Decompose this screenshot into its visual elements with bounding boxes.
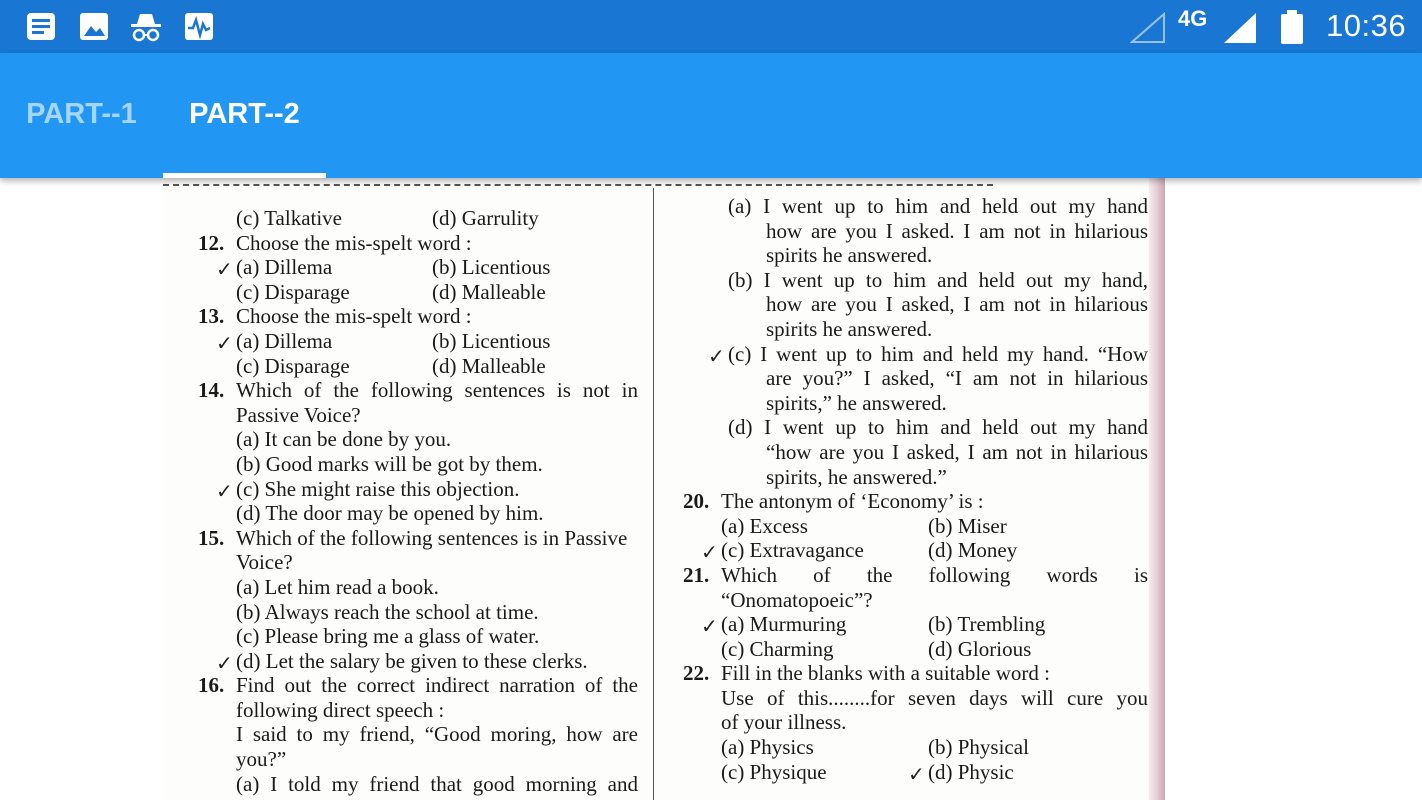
- option-b-continued: spirits he answered.: [766, 316, 933, 341]
- question-19-option-d-line-2: [683, 440, 1148, 465]
- check-mark-icon: ✓: [701, 614, 718, 639]
- option-d: (d) Glorious: [928, 636, 1032, 661]
- question-21: [683, 563, 1148, 588]
- question-14-option-c: [198, 477, 638, 502]
- question-15-option-b: [198, 600, 638, 625]
- option-d: (d) The door may be opened by him.: [236, 501, 544, 526]
- network-type: 4G: [1178, 6, 1208, 31]
- question-text: Passive Voice?: [236, 402, 361, 427]
- tab-part-2[interactable]: PART--2: [189, 98, 300, 130]
- option-c: (c) Extravagance: [721, 538, 864, 563]
- page-edge: [1149, 178, 1165, 800]
- option-c: (c) She might raise this objection.: [236, 476, 520, 501]
- question-19-option-c-line-1: [683, 342, 1148, 367]
- question-number: 13.: [198, 304, 225, 329]
- question-13-options-cd: [198, 354, 638, 379]
- check-mark-icon: ✓: [216, 478, 233, 503]
- question-19-option-c-line-2: [683, 366, 1148, 391]
- option-d: (d) Garrulity: [432, 206, 539, 230]
- question-19-option-a-line-2: [683, 219, 1148, 244]
- question-22-line-2: [683, 686, 1148, 711]
- question-21-options-ab: [683, 612, 1148, 637]
- question-text: Fill in the blanks with a suitable word :: [721, 661, 1050, 686]
- activity-icon: [182, 11, 216, 43]
- question-number: 22.: [683, 661, 710, 686]
- question-12: [198, 231, 638, 256]
- option-b: (b) Miser: [928, 513, 1007, 538]
- option-c: (c) Charming: [721, 636, 834, 661]
- question-15-line-2: [198, 550, 638, 575]
- option-b: (b) Physical: [928, 735, 1029, 760]
- option-a: (a) I told my friend that good morning and: [236, 771, 638, 796]
- tab-part-1[interactable]: PART--1: [26, 98, 137, 130]
- option-d: (d) Malleable: [432, 353, 546, 378]
- question-text: Which of the following sentences is in Passive: [236, 525, 628, 550]
- option-d-continued: spirits, he answered.”: [766, 464, 947, 489]
- question-19-option-b-line-1: [683, 268, 1148, 293]
- option-c: (c) Physique: [721, 759, 827, 784]
- question-19-option-d-line-1: [683, 415, 1148, 440]
- check-mark-icon: ✓: [216, 257, 233, 282]
- question-13: [198, 304, 638, 329]
- option-c: (c) Disparage: [236, 353, 350, 378]
- tab-indicator: [163, 173, 326, 178]
- question-text: you?”: [236, 747, 287, 772]
- scanned-page[interactable]: [163, 178, 1165, 800]
- question-19-option-b-line-2: [683, 292, 1148, 317]
- status-bar: [0, 0, 1422, 53]
- option-a: (a) Dillema: [236, 255, 333, 280]
- option-b: (b) Licentious: [432, 328, 551, 353]
- battery-icon: [1280, 10, 1304, 44]
- question-21-options-cd: [683, 637, 1148, 662]
- page-rule: [163, 184, 993, 186]
- question-text: Which of the following words is: [721, 562, 1148, 587]
- option-b: (b) Licentious: [432, 255, 551, 280]
- signal-icon: [1223, 12, 1257, 44]
- notes-icon: [24, 11, 58, 43]
- question-16-line-2: [198, 698, 638, 723]
- option-b: (b) I went up to him and held out my hand,: [728, 267, 1148, 292]
- option-b: (b) Always reach the school at time.: [236, 599, 539, 624]
- question-19-option-b-line-3: [683, 317, 1148, 342]
- question-text: The antonym of ‘Economy’ is :: [721, 489, 984, 514]
- check-mark-icon: ✓: [708, 343, 725, 368]
- option-c-continued: are you?” I asked, “I am not in hilarious: [766, 366, 1148, 391]
- question-15-option-c: [198, 624, 638, 649]
- question-text: Which of the following sentences is not in: [236, 378, 638, 403]
- question-text: Find out the correct indirect narration of the: [236, 673, 638, 698]
- wifi-empty-icon: [1130, 12, 1166, 44]
- question-20-options-ab: [683, 514, 1148, 539]
- question-number: 12.: [198, 230, 225, 255]
- question-16-option-a: [198, 772, 638, 797]
- option-a: (a) I went up to him and held out my hand: [728, 194, 1148, 218]
- question-14-option-d: [198, 501, 638, 526]
- check-mark-icon: ✓: [908, 761, 925, 786]
- question-text: Choose the mis-spelt word :: [236, 230, 472, 255]
- question-19-option-a-line-3: [683, 243, 1148, 268]
- question-number: 16.: [198, 673, 225, 698]
- question-13-options-ab: [198, 329, 638, 354]
- option-a: (a) Physics: [721, 735, 814, 760]
- question-20-options-cd: [683, 538, 1148, 563]
- image-icon: [77, 11, 111, 43]
- option-c: (c) I went up to him and held my hand. “How: [728, 341, 1148, 366]
- option-a: (a) Let him read a book.: [236, 574, 439, 599]
- question-14-option-b: [198, 452, 638, 477]
- option-b: (b) Trembling: [928, 612, 1046, 637]
- option-d: (d) Money: [928, 538, 1018, 563]
- question-number: 21.: [683, 562, 710, 587]
- question-14: [198, 378, 638, 403]
- option-b: (b) Good marks will be got by them.: [236, 451, 543, 476]
- question-16-line-4: [198, 747, 638, 772]
- incognito-icon: [129, 11, 163, 43]
- option-a: (a) It can be done by you.: [236, 427, 452, 452]
- question-22-line-3: [683, 710, 1148, 735]
- option-d: (d) Malleable: [432, 279, 546, 304]
- option-a-continued: how are you I asked. I am not in hilarious: [766, 218, 1148, 243]
- question-14-option-a: [198, 427, 638, 452]
- question-19-option-d-line-3: [683, 465, 1148, 490]
- option-d: (d) Let the salary be given to these clerks.: [236, 648, 588, 673]
- option-a-continued: spirits he answered.: [766, 243, 933, 268]
- question-text: Voice?: [236, 550, 293, 575]
- option-c: (c) Disparage: [236, 279, 350, 304]
- check-mark-icon: ✓: [701, 540, 718, 565]
- question-12-options-ab: [198, 255, 638, 280]
- question-21-line-2: [683, 588, 1148, 613]
- question-text: of your illness.: [721, 710, 847, 735]
- question-15-option-a: [198, 575, 638, 600]
- question-number: 15.: [198, 525, 225, 550]
- option-b-continued: how are you I asked, I am not in hilarious: [766, 292, 1148, 317]
- question-11-options: [198, 206, 638, 231]
- question-number: 14.: [198, 378, 225, 403]
- check-mark-icon: ✓: [216, 330, 233, 355]
- option-d: (d) I went up to him and held out my hand: [728, 415, 1148, 440]
- question-text: Choose the mis-spelt word :: [236, 304, 472, 329]
- option-a: (a) Dillema: [236, 328, 333, 353]
- question-text: “Onomatopoeic”?: [721, 587, 873, 612]
- question-15: [198, 526, 638, 551]
- question-19-option-c-line-3: [683, 391, 1148, 416]
- column-divider: [653, 188, 654, 800]
- option-c-continued: spirits,” he answered.: [766, 390, 947, 415]
- clock: 10:36: [1326, 8, 1407, 43]
- option-c: (c) Talkative: [236, 206, 343, 230]
- option-d: (d) Physic: [928, 759, 1014, 784]
- question-text: I said to my friend, “Good moring, how are: [236, 722, 638, 747]
- question-22-options-ab: [683, 735, 1148, 760]
- question-16-line-3: [198, 722, 638, 747]
- right-column: [683, 194, 1148, 784]
- question-14-line-2: [198, 403, 638, 428]
- option-a: (a) Excess: [721, 513, 808, 538]
- question-text: following direct speech :: [236, 697, 445, 722]
- option-a: (a) Murmuring: [721, 612, 847, 637]
- question-20: [683, 489, 1148, 514]
- left-column: [198, 206, 638, 796]
- app-bar: [0, 53, 1422, 178]
- question-number: 20.: [683, 489, 710, 514]
- option-d-continued: “how are you I asked, I am not in hilarious: [766, 439, 1148, 464]
- check-mark-icon: ✓: [216, 650, 233, 675]
- question-22: [683, 661, 1148, 686]
- question-15-option-d: [198, 649, 638, 674]
- question-16: [198, 673, 638, 698]
- option-c: (c) Please bring me a glass of water.: [236, 624, 540, 649]
- question-12-options-cd: [198, 280, 638, 305]
- question-19-option-a-line-1: [683, 194, 1148, 219]
- question-text: Use of this........for seven days will cure you: [721, 685, 1148, 710]
- question-22-options-cd: [683, 760, 1148, 785]
